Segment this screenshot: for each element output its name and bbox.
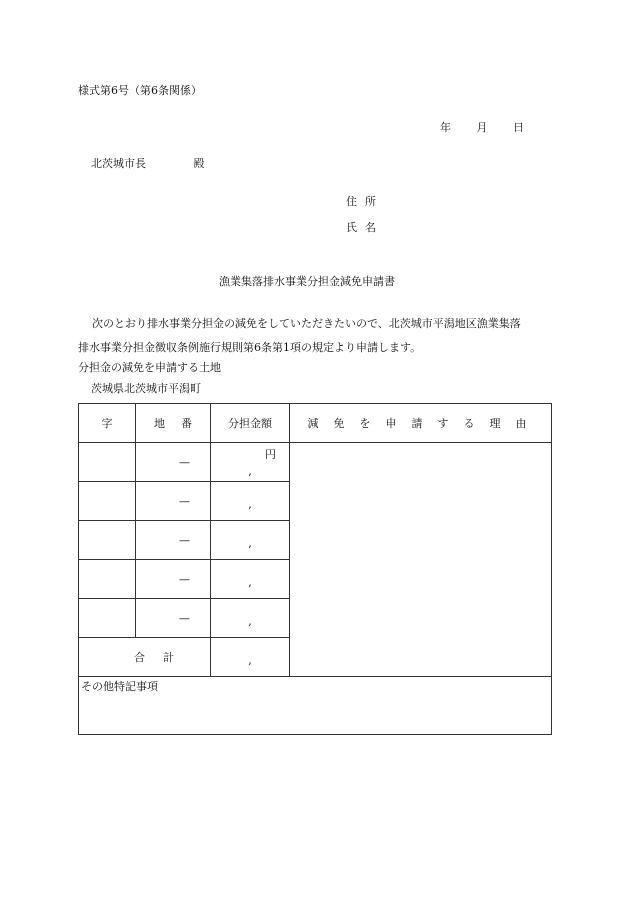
chiban-dash: — — [179, 494, 190, 508]
amount-comma: , — [248, 615, 252, 628]
amount-comma: , — [248, 498, 252, 511]
aza-cell[interactable] — [79, 482, 136, 521]
chiban-cell[interactable] — [136, 482, 211, 521]
address-label: 住所 — [346, 195, 384, 208]
application-table — [78, 403, 552, 735]
body-text-line-1: 次のとおり排水事業分担金の減免をしていただきたいので、北茨城市平潟地区漁業集落 — [92, 317, 521, 330]
notes-label: その他特記事項 — [81, 680, 158, 693]
chiban-cell[interactable] — [136, 560, 211, 599]
total-label: 合計 — [79, 638, 211, 677]
document-title: 漁業集落排水事業分担金減免申請書 — [219, 275, 395, 288]
notes-cell[interactable] — [79, 677, 552, 735]
reason-cell[interactable] — [290, 443, 552, 677]
chiban-cell[interactable] — [136, 521, 211, 560]
amount-comma: , — [248, 576, 252, 589]
date-line — [440, 119, 524, 135]
land-heading: 分担金の減免を申請する土地 — [78, 361, 221, 374]
notes-row — [79, 677, 552, 735]
amount-comma: , — [248, 465, 252, 478]
amount-cell[interactable] — [211, 443, 290, 482]
aza-cell[interactable] — [79, 560, 136, 599]
date-month-label: 月 — [476, 121, 488, 134]
aza-cell[interactable] — [79, 521, 136, 560]
chiban-cell[interactable] — [136, 443, 211, 482]
date-year-label: 年 — [440, 121, 451, 134]
amount-cell[interactable] — [211, 599, 290, 638]
amount-cell[interactable] — [211, 521, 290, 560]
chiban-dash: — — [179, 611, 190, 625]
amount-comma: , — [248, 654, 252, 667]
amount-cell[interactable] — [211, 560, 290, 599]
table-header-row — [79, 404, 552, 443]
yen-unit-label: 円 — [265, 448, 276, 461]
name-label: 氏名 — [346, 221, 384, 234]
header-aza: 字 — [79, 404, 136, 443]
total-amount-cell[interactable] — [211, 638, 290, 677]
amount-comma: , — [248, 537, 252, 550]
chiban-cell[interactable] — [136, 599, 211, 638]
aza-cell[interactable] — [79, 443, 136, 482]
header-reason: 減免を申請する理由 — [290, 404, 552, 443]
aza-cell[interactable] — [79, 599, 136, 638]
header-chiban: 地番 — [136, 404, 211, 443]
chiban-dash: — — [179, 533, 190, 547]
chiban-dash: — — [179, 572, 190, 586]
addressee-name: 北茨城市長 — [91, 157, 146, 170]
land-location: 茨城県北茨城市平潟町 — [91, 382, 201, 395]
addressee-honorific: 殿 — [193, 157, 205, 170]
body-text-line-2: 排水事業分担金徴収条例施行規則第6条第1項の規定より申請します。 — [78, 341, 422, 354]
form-reference: 様式第6号（第6条関係） — [78, 84, 202, 97]
date-day-label: 日 — [513, 121, 524, 134]
header-amount: 分担金額 — [211, 404, 290, 443]
addressee — [91, 155, 205, 171]
chiban-dash: — — [179, 455, 190, 469]
amount-cell[interactable] — [211, 482, 290, 521]
table-row — [79, 443, 552, 482]
